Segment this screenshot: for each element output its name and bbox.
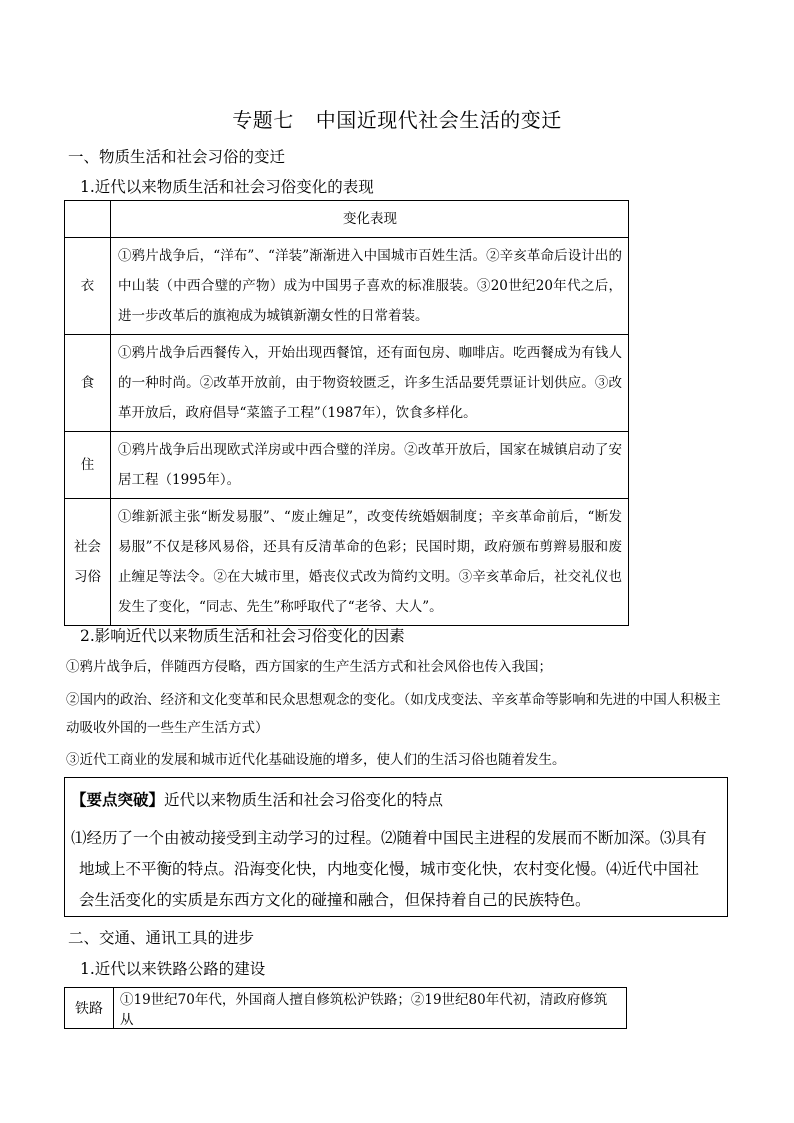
table-header-empty-cell (65, 201, 111, 238)
key-points-line-3: 会生活变化的实质是东西方文化的碰撞和融合，但保持着自己的民族特色。 (79, 891, 591, 909)
table-row-customs (65, 499, 629, 626)
table-header-row (65, 201, 629, 238)
factor-3: ③近代工商业的发展和城市近代化基础设施的增多，使人们的生活习俗也随着发生。 (66, 752, 566, 768)
table-row-housing (65, 432, 629, 499)
row-desc-clothing: ①鸦片战争后，“洋布”、“洋装”渐渐进入中国城市百姓生活。②辛亥革命后设计出的中山装（中西合璧的产物）成为中国男子喜欢的标准服装。③20世纪20年代之后，进一步改革后的旗袍成为城镇新潮女性的日常着装。 (111, 238, 629, 335)
key-points-title (71, 788, 443, 810)
title-topic-number: 专题七 (232, 108, 294, 132)
section-heading-2: 二、交通、通讯工具的进步 (68, 929, 255, 947)
railway-desc-cell: ①19世纪70年代，外国商人擅自修筑松沪铁路；②19世纪80年代初，清政府修筑从 (114, 988, 627, 1029)
section-heading-1: 一、物质生活和社会习俗的变迁 (68, 148, 286, 166)
row-category-customs-line2: 习俗 (74, 569, 101, 585)
railway-table (64, 987, 627, 1029)
key-points-box (64, 777, 728, 917)
row-category-customs-line1: 社会 (74, 539, 101, 555)
table-row-food (65, 335, 629, 432)
key-points-line-1: ⑴经历了一个由被动接受到主动学习的过程。⑵随着中国民主进程的发展而不断加深。⑶具有 (71, 829, 707, 847)
factor-1: ①鸦片战争后，伴随西方侵略，西方国家的生产生活方式和社会风俗也传入我国； (66, 659, 552, 675)
factor-2: ②国内的政治、经济和文化变革和民众思想观念的变化。（如戊戌变法、辛亥革命等影响和先进的中国人积极主动吸收外国的一些生产生活方式） (66, 692, 721, 736)
title-topic-name: 中国近现代社会生活的变迁 (315, 108, 562, 132)
subsection-heading-1: 1.近代以来物质生活和社会习俗变化的表现 (80, 178, 374, 196)
row-desc-housing: ①鸦片战争后出现欧式洋房或中西合璧的洋房。②改革开放后，国家在城镇启动了安居工程（1995年）。 (111, 432, 629, 499)
key-points-line-2: 地域上不平衡的特点。沿海变化快，内地变化慢，城市变化快，农村变化慢。⑷近代中国社 (79, 860, 700, 878)
row-category-housing: 住 (65, 432, 111, 499)
row-desc-customs: ①维新派主张“断发易服”、“废止缠足”，改变传统婚姻制度；辛亥革命前后，“断发易服”不仅是移风易俗，还具有反清革命的色彩；民国时期，政府颁布剪辫易服和废止缠足等法令。②在大城市里，婚丧仪式改为简约文明。③辛亥革命后，社交礼仪也发生了变化，“同志、先生”称呼取代了“老爷、大人”。 (111, 499, 629, 626)
subsection-heading-3: 1.近代以来铁路公路的建设 (80, 960, 266, 978)
row-category-clothing: 衣 (65, 238, 111, 335)
table-row-clothing (65, 238, 629, 335)
page-title (0, 104, 794, 133)
row-category-food: 食 (65, 335, 111, 432)
subsection-heading-2: 2.影响近代以来物质生活和社会习俗变化的因素 (80, 627, 405, 645)
changes-table (64, 200, 629, 626)
table-header-cell: 变化表现 (111, 201, 629, 238)
row-desc-food: ①鸦片战争后西餐传入，开始出现西餐馆，还有面包房、咖啡店。吃西餐成为有钱人的一种时尚。②改革开放前，由于物资较匮乏，许多生活品要凭票证计划供应。③改革开放后，政府倡导“菜篮子工程”（1987年），饮食多样化。 (111, 335, 629, 432)
key-points-label: 【要点突破】 (71, 790, 165, 809)
row-category-customs (65, 499, 111, 626)
railway-row (65, 988, 627, 1029)
key-points-heading: 近代以来物质生活和社会习俗变化的特点 (164, 791, 444, 809)
railway-category-cell: 铁路 (65, 988, 114, 1029)
key-points-body (71, 823, 723, 916)
